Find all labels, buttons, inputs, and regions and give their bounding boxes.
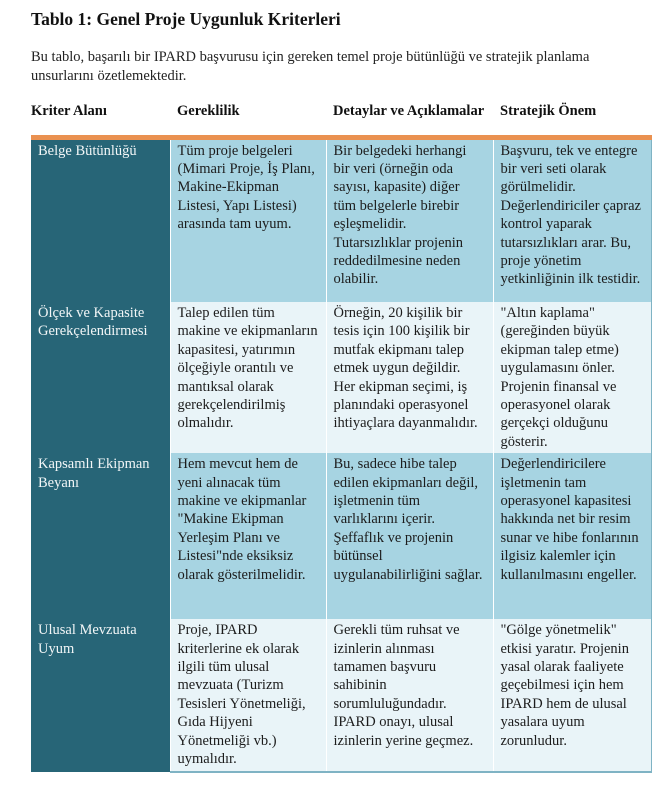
importance-cell: "Gölge yönetmelik" etkisi yaratır. Projenin yasal olarak faaliyete geçebilmesi için hem IPARD hem de ulusal yasalara uyum zorunludur. — [493, 619, 651, 771]
table-row — [31, 453, 651, 619]
details-cell: Gerekli tüm ruhsat ve izinlerin alınması tamamen başvuru sahibinin sorumluluğundadır. IPARD onayı, ulusal izinlerin yerine geçmez. — [326, 619, 493, 771]
requirement-cell: Hem mevcut hem de yeni alınacak tüm makine ve ekipmanlar "Makine Ekipman Yerleşim Planı ve Listesi"nde eksiksiz olarak gösterilmelidir. — [170, 453, 326, 619]
details-cell: Bu, sadece hibe talep edilen ekipmanları değil, işletmenin tüm varlıklarını içerir. Şeffaflık ve projenin bütünsel uygulanabilirliğini sağlar. — [326, 453, 493, 619]
requirement-cell: Tüm proje belgeleri (Mimari Proje, İş Planı, Makine-Ekipman Listesi, Yapı Listesi) arasında tam uyum. — [170, 137, 326, 302]
criterion-cell: Ölçek ve Kapasite Gerekçelendirmesi — [31, 302, 170, 453]
table-row — [31, 302, 651, 453]
table-row — [31, 137, 651, 302]
header-row — [31, 98, 651, 137]
importance-cell: Değerlendiricilere işletmenin tam operasyonel kapasitesi hakkında net bir resim sunar ve hibe fonlarının ilgisiz kalemler için kullanılmasını engeller. — [493, 453, 651, 619]
details-cell: Örneğin, 20 kişilik bir tesis için 100 kişilik bir mutfak ekipmanı talep etmek uygun değildir. Her ekipman seçimi, iş planındaki operasyonel ihtiyaçlara dayanmalıdır. — [326, 302, 493, 453]
header-requirement: Gereklilik — [170, 98, 326, 137]
criterion-cell: Ulusal Mevzuata Uyum — [31, 619, 170, 771]
criteria-table — [31, 98, 652, 773]
criterion-cell: Belge Bütünlüğü — [31, 137, 170, 302]
table-row — [31, 619, 651, 771]
importance-cell: Başvuru, tek ve entegre bir veri seti olarak görülmelidir. Değerlendiriciler çapraz kontrol yaparak tutarsızlıkları arar. Bu, proje yönetim yetkinliğinin ilk testidir. — [493, 137, 651, 302]
requirement-cell: Proje, IPARD kriterlerine ek olarak ilgili tüm ulusal mevzuata (Turizm Tesisleri Yönetmeliği, Gıda Hijyeni Yönetmeliği vb.) uymalıdır. — [170, 619, 326, 771]
criterion-cell: Kapsamlı Ekipman Beyanı — [31, 453, 170, 619]
header-strategic-importance: Stratejik Önem — [493, 98, 651, 137]
header-details: Detaylar ve Açıklamalar — [326, 98, 493, 137]
requirement-cell: Talep edilen tüm makine ve ekipmanların kapasitesi, yatırımın ölçeğiyle orantılı ve mantıksal olarak gerekçelendirilmiş olmalıdır. — [170, 302, 326, 453]
table-title: Tablo 1: Genel Proje Uygunluk Kriterleri — [31, 9, 341, 29]
intro-paragraph: Bu tablo, başarılı bir IPARD başvurusu için gereken temel proje bütünlüğü ve stratejik planlama unsurlarını özetlemektedir. — [31, 49, 590, 84]
importance-cell: "Altın kaplama" (gereğinden büyük ekipman talep etme) uygulamasını önler. Projenin finansal ve operasyonel olarak gerçekçi olduğunu gösterir. — [493, 302, 651, 453]
header-criterion-area: Kriter Alanı — [31, 98, 170, 137]
details-cell: Bir belgedeki herhangi bir veri (örneğin oda sayısı, kapasite) diğer tüm belgelerle birebir eşleşmelidir. Tutarsızlıklar projenin reddedilmesine neden olabilir. — [326, 137, 493, 302]
